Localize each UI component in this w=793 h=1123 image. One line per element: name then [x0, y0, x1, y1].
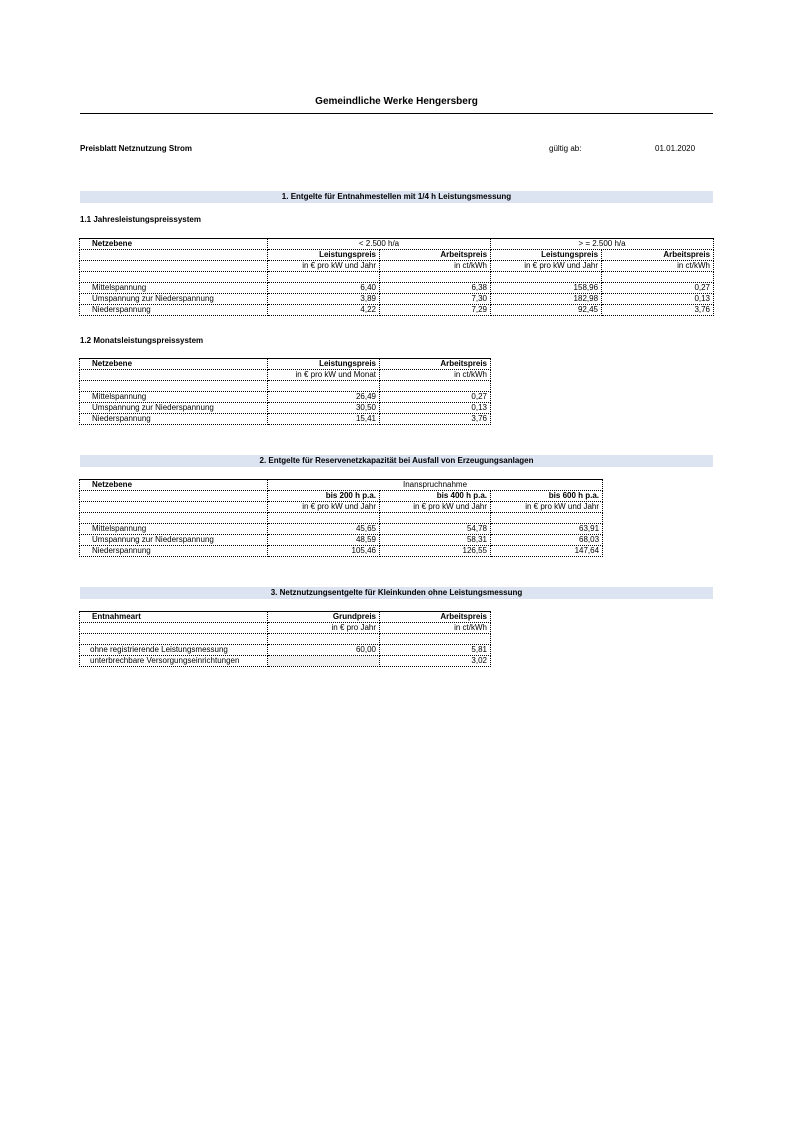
unit-ap-low: in ct/kWh: [380, 261, 491, 272]
table-monatsleistung: [79, 358, 491, 425]
table-row: unterbrechbare Versorgungseinrichtungen 3,02: [80, 656, 491, 667]
table-row: Umspannung zur Niederspannung 48,59 58,31 68,03: [80, 535, 603, 546]
section-2-title: 2. Entgelte für Reservenetzkapazität bei Ausfall von Erzeugungsanlagen: [80, 455, 713, 467]
table-reservenetz: [79, 479, 603, 557]
table-row: Mittelspannung 45,65 54,78 63,91: [80, 524, 603, 535]
page-title: Gemeindliche Werke Hengersberg: [80, 96, 713, 114]
table-kleinkunden: [79, 611, 491, 667]
col-netzebene: Netzebene: [80, 359, 268, 370]
unit-400h: in € pro kW und Jahr: [380, 502, 491, 513]
section-1-1-title: 1.1 Jahresleistungspreissystem: [80, 215, 201, 224]
header-gp: Grundpreis: [268, 612, 380, 623]
unit-ap: in ct/kWh: [380, 623, 491, 634]
unit-ap: in ct/kWh: [380, 370, 491, 381]
table-row: Umspannung zur Niederspannung 30,50 0,13: [80, 403, 491, 414]
section-1-title: 1. Entgelte für Entnahmestellen mit 1/4 h Leistungsmessung: [80, 191, 713, 203]
header-ap: Arbeitspreis: [380, 359, 491, 370]
valid-label: gültig ab:: [549, 144, 582, 153]
table-row: Niederspannung 105,46 126,55 147,64: [80, 546, 603, 557]
header-ap-high: Arbeitspreis: [602, 250, 714, 261]
col-netzebene: Netzebene: [80, 480, 268, 491]
table-row: ohne registrierende Leistungsmessung 60,00 5,81: [80, 645, 491, 656]
header-lp: Leistungspreis: [268, 359, 380, 370]
header-lp-low: Leistungspreis: [268, 250, 380, 261]
header-lp-high: Leistungspreis: [491, 250, 602, 261]
table-jahresleistung: [79, 238, 714, 316]
table-row: Niederspannung 15,41 3,76: [80, 414, 491, 425]
unit-ap-high: in ct/kWh: [602, 261, 714, 272]
group-high: > = 2.500 h/a: [491, 239, 714, 250]
group-inanspruchnahme: Inanspruchnahme: [268, 480, 603, 491]
table-row: Mittelspannung 26,49 0,27: [80, 392, 491, 403]
unit-600h: in € pro kW und Jahr: [491, 502, 603, 513]
header-200h: bis 200 h p.a.: [268, 491, 380, 502]
header-400h: bis 400 h p.a.: [380, 491, 491, 502]
col-entnahmeart: Entnahmeart: [80, 612, 268, 623]
unit-gp: in € pro Jahr: [268, 623, 380, 634]
section-1-2-title: 1.2 Monatsleistungspreissystem: [80, 336, 204, 345]
unit-lp-low: in € pro kW und Jahr: [268, 261, 380, 272]
sheet-label: Preisblatt Netznutzung Strom: [80, 144, 193, 153]
table-row: Umspannung zur Niederspannung 3,89 7,30 182,98 0,13: [80, 294, 714, 305]
unit-lp-high: in € pro kW und Jahr: [491, 261, 602, 272]
valid-date: 01.01.2020: [655, 144, 696, 153]
section-3-title: 3. Netznutzungsentgelte für Kleinkunden ohne Leistungsmessung: [80, 587, 713, 599]
col-netzebene: Netzebene: [80, 239, 268, 250]
table-row: Mittelspannung 6,40 6,38 158,96 0,27: [80, 283, 714, 294]
header-600h: bis 600 h p.a.: [491, 491, 603, 502]
unit-lp: in € pro kW und Monat: [268, 370, 380, 381]
unit-200h: in € pro kW und Jahr: [268, 502, 380, 513]
table-row: Niederspannung 4,22 7,29 92,45 3,76: [80, 305, 714, 316]
header-ap-low: Arbeitspreis: [380, 250, 491, 261]
group-low: < 2.500 h/a: [268, 239, 491, 250]
header-ap: Arbeitspreis: [380, 612, 491, 623]
